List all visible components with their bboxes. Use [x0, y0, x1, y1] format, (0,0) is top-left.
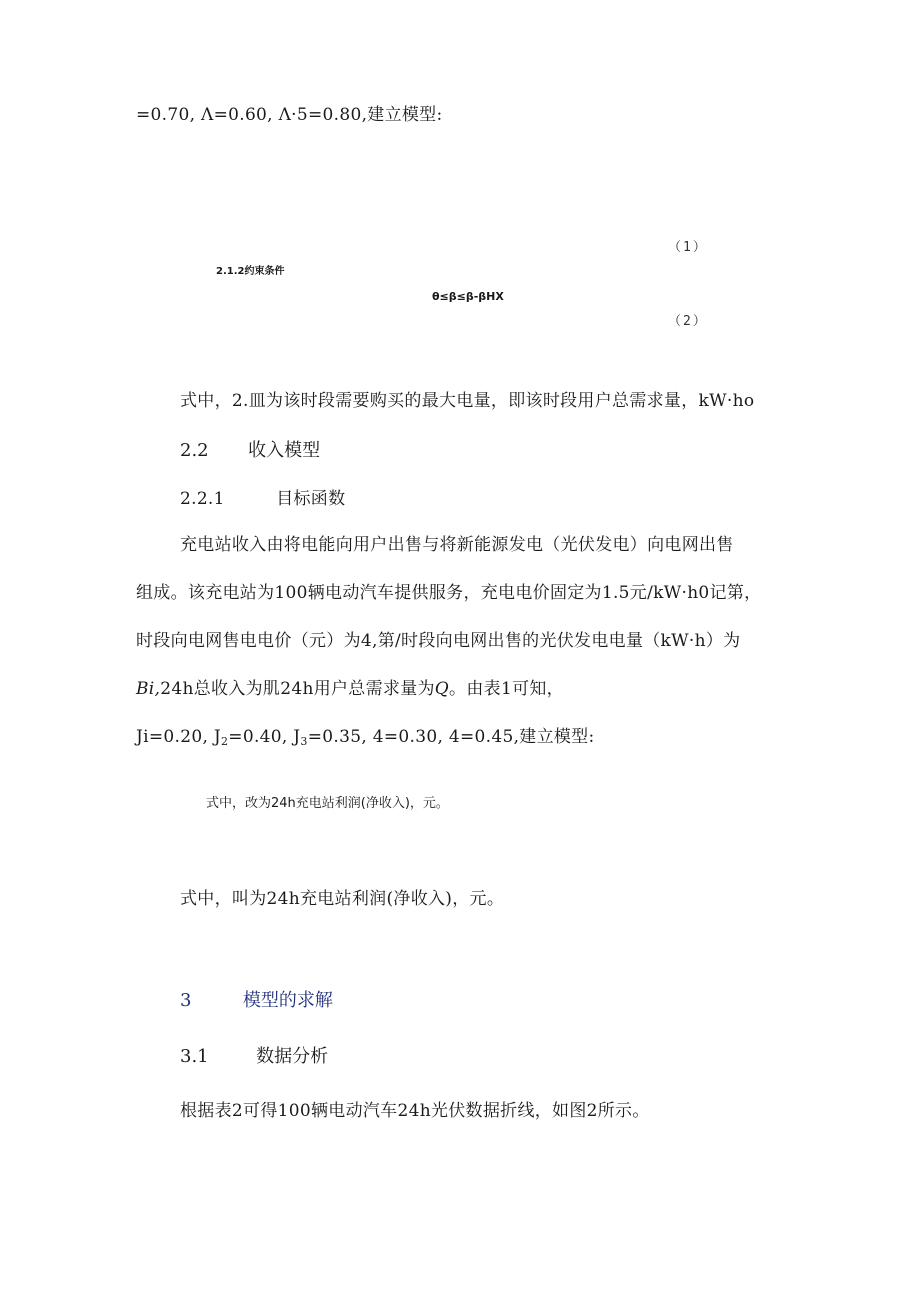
paragraph-line: 组成。该充电站为100辆电动汽车提供服务，充电电价固定为1.5元/kW·h0记第，	[136, 583, 762, 603]
subscript: 2	[220, 735, 229, 748]
model-parameters-line: =0.70, Λ=0.60, Λ·5=0.80,建立模型:	[136, 105, 443, 125]
section-number: 3	[180, 990, 192, 1011]
text-run: Ji=0.20, J	[136, 727, 221, 747]
paragraph-line: 时段向电网售电电价（元）为4,第/时段向电网出售的光伏发电电量（kW·h）为	[136, 631, 741, 651]
section-3-heading	[180, 986, 333, 1012]
where-explanation-line: 式中，2.皿为该时段需要购买的最大电量，即该时段用户总需求量，kW·ho	[180, 391, 755, 411]
section-title: 模型的求解	[242, 990, 333, 1011]
section-3-1-heading	[180, 1042, 328, 1068]
section-number: 2.2	[180, 440, 209, 461]
constraint-formula: θ≤β≤β-βHX	[432, 290, 504, 303]
variable-bi: Bi,	[136, 679, 161, 699]
section-number: 2.2.1	[180, 489, 225, 509]
text-run: 。由表1可知，	[449, 679, 564, 699]
paragraph-line: 充电站收入由将电能向用户出售与将新能源发电（光伏发电）向电网出售	[180, 535, 734, 555]
section-2-2-heading	[180, 436, 320, 462]
model-parameters-line-2	[136, 722, 595, 748]
section-title: 数据分析	[256, 1046, 329, 1067]
small-where-line: 式中，改为24h充电站利润(净收入)，元。	[206, 796, 449, 811]
paragraph-line: 根据表2可得100辆电动汽车24h光伏数据折线，如图2所示。	[180, 1101, 650, 1121]
text-run: =0.40, J	[228, 727, 301, 747]
subscript: 3	[300, 735, 308, 748]
text-run: 24h总收入为肌24h用户总需求量为	[160, 679, 435, 699]
where-explanation-line-2: 式中，叫为24h充电站利润(净收入)，元。	[180, 889, 505, 909]
equation-number-1: （1）	[668, 240, 708, 255]
text-run: =0.35, 4=0.30, 4=0.45,建立模型:	[307, 727, 595, 747]
variable-q: Q	[434, 679, 450, 699]
constraint-heading: 2.1.2约束条件	[216, 266, 285, 277]
paragraph-line	[136, 674, 564, 699]
section-number: 3.1	[180, 1046, 209, 1067]
equation-number-2: （2）	[668, 314, 708, 329]
section-title: 收入模型	[248, 440, 321, 461]
section-2-2-1-heading	[180, 484, 345, 509]
section-title: 目标函数	[276, 489, 346, 509]
